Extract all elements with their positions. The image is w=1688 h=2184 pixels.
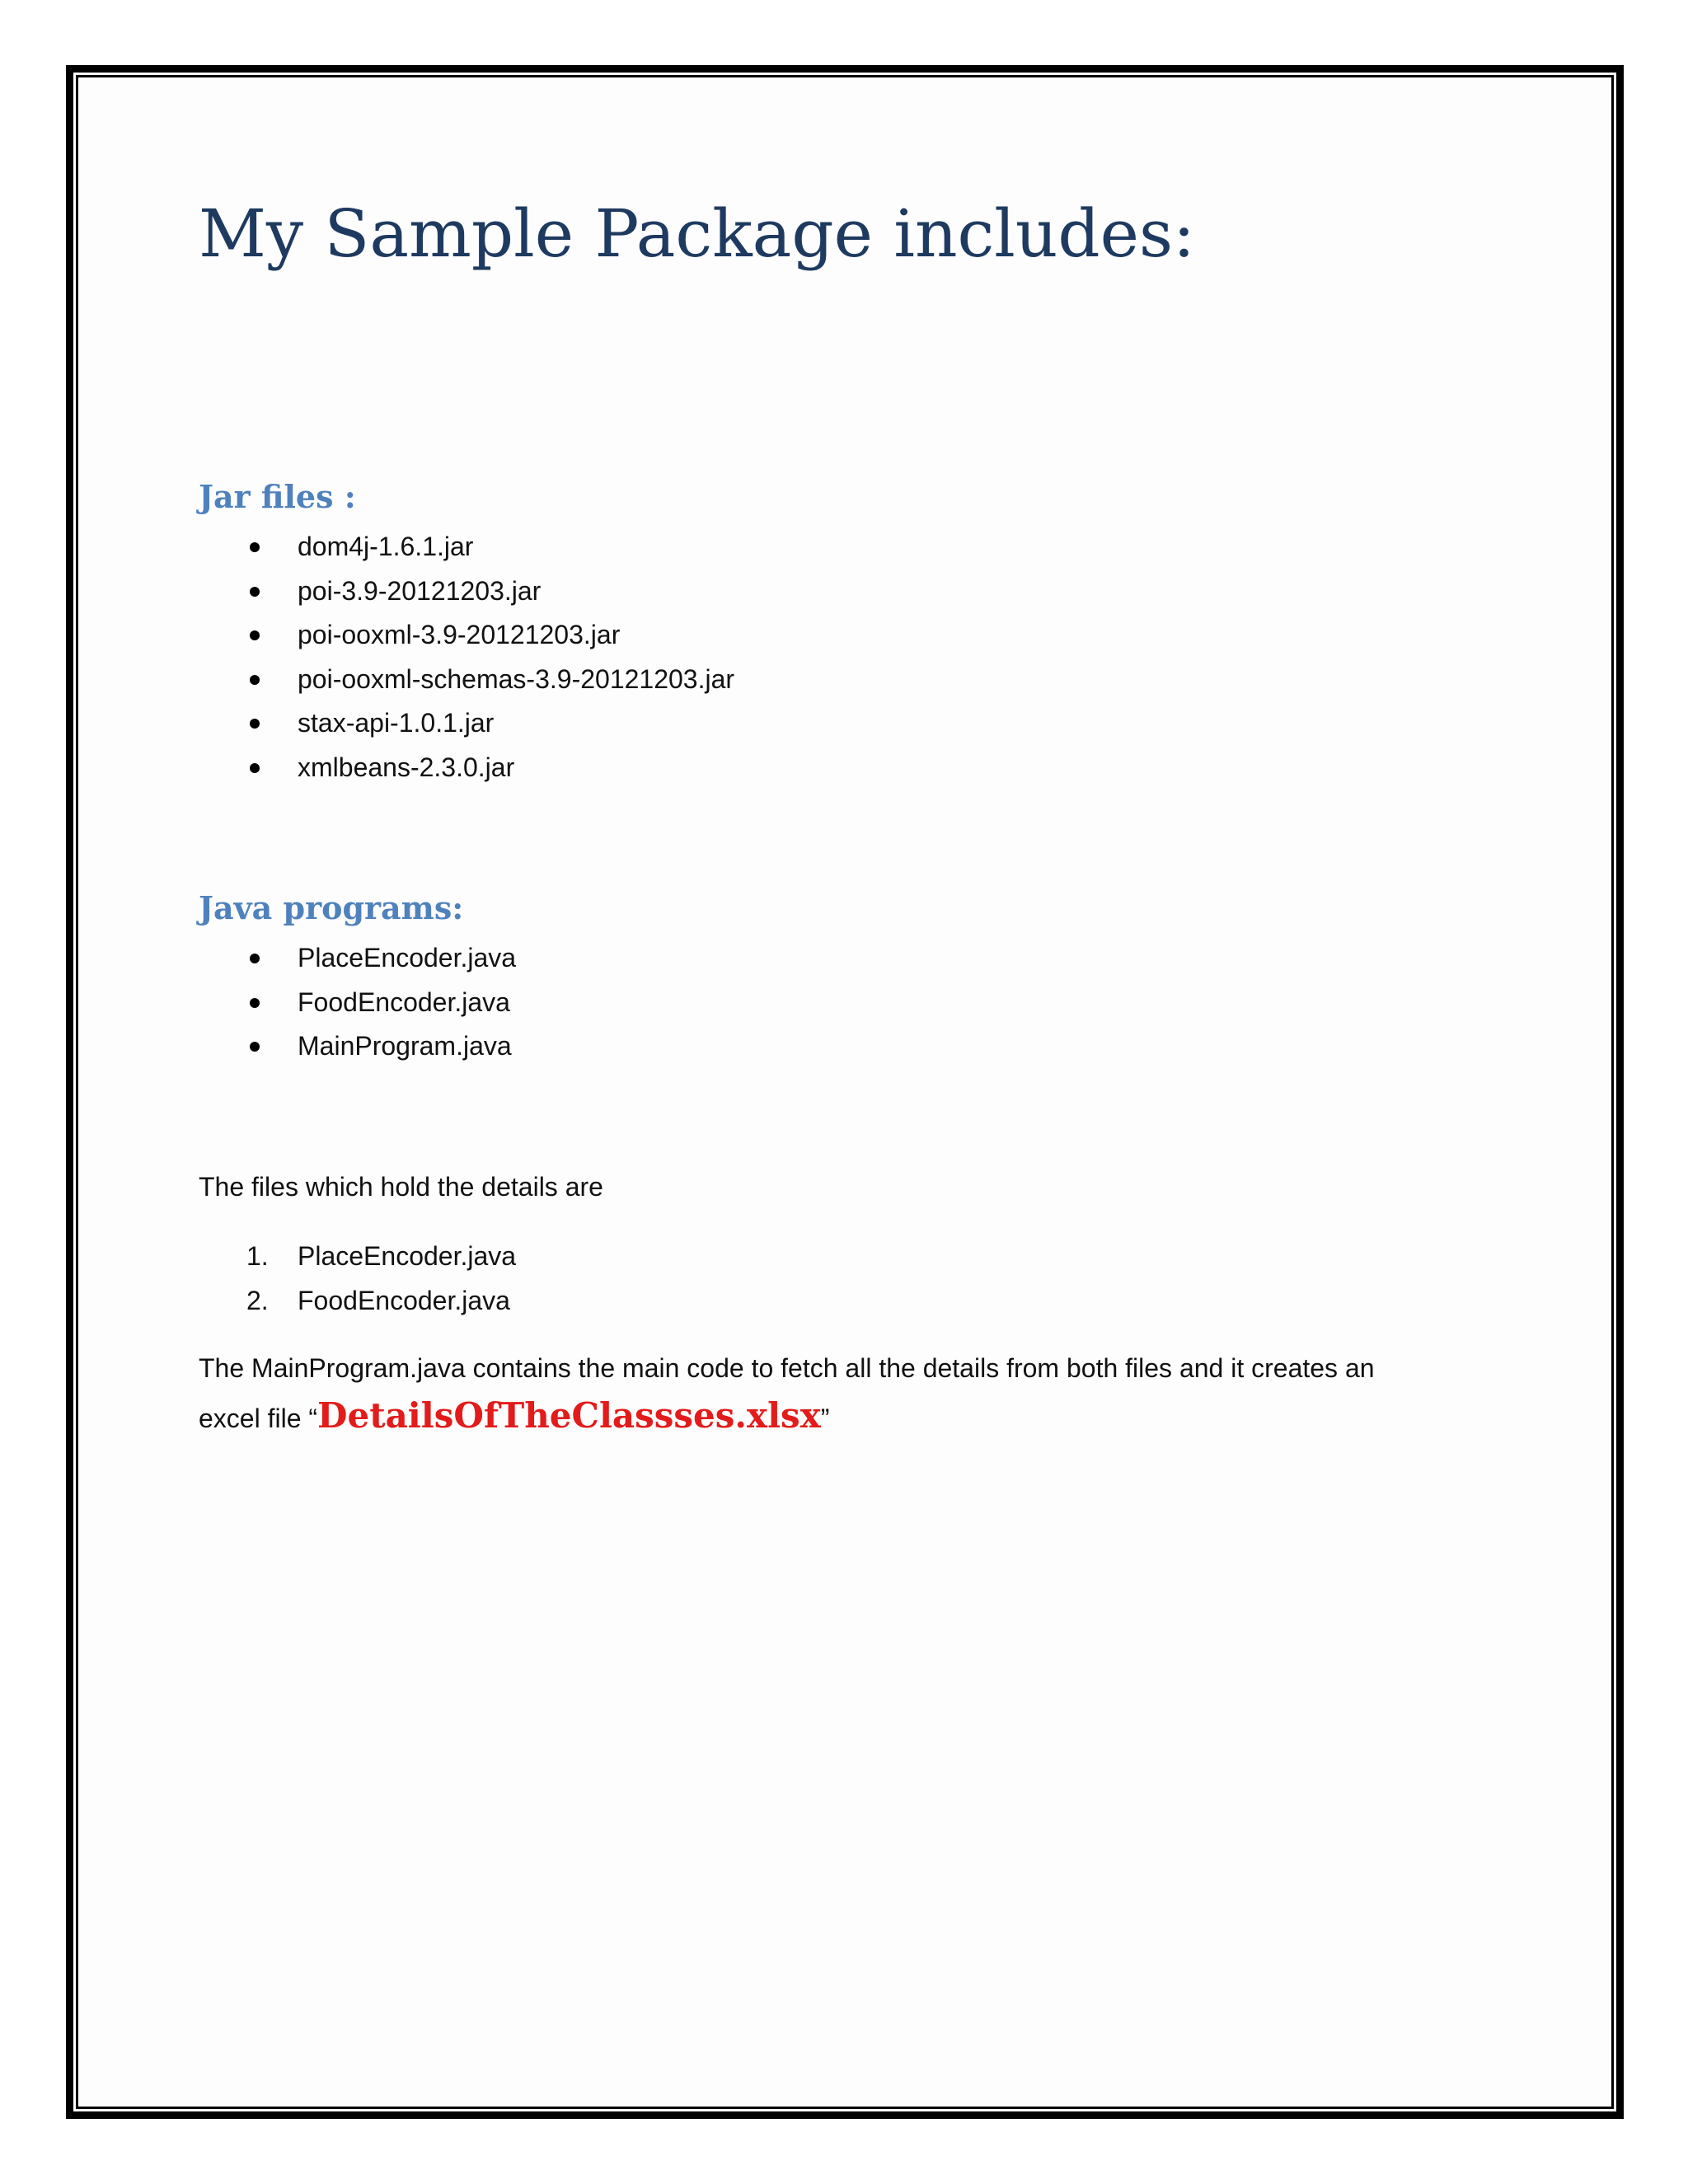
bullet-icon [250,630,260,640]
list-item-label: MainProgram.java [298,1031,512,1061]
details-intro: The files which hold the details are [199,1172,603,1202]
bullet-icon [250,763,260,773]
close-quote: ” [820,1404,830,1433]
list-item-label: poi-ooxml-schemas-3.9-20121203.jar [298,663,735,694]
bullet-icon [250,587,260,597]
description-prefix: excel file [199,1404,309,1433]
page-title: My Sample Package includes: [199,195,1195,272]
list-item-label: dom4j-1.6.1.jar [298,532,474,561]
list-item-label: FoodEncoder.java [298,1285,510,1315]
bullet-icon [250,675,260,685]
list-item-label: xmlbeans-2.3.0.jar [298,752,515,782]
page-border-inner [76,75,1614,2109]
jar-files-heading: Jar files : [199,478,356,515]
java-programs-heading: Java programs: [199,889,464,926]
list-item-label: FoodEncoder.java [298,987,510,1017]
list-item-label: poi-3.9-20121203.jar [298,575,542,606]
list-item-label: PlaceEncoder.java [298,943,517,972]
description-line-1: The MainProgram.java contains the main code to fetch all the details from both files and it creates an [199,1353,1375,1383]
list-number: 1. [246,1241,269,1271]
bullet-icon [250,542,260,552]
description-line-2 [199,1394,829,1438]
list-item-label: stax-api-1.0.1.jar [298,708,495,738]
bullet-icon [250,1042,260,1052]
list-number: 2. [246,1285,269,1315]
list-item-label: poi-ooxml-3.9-20121203.jar [298,620,621,649]
highlight-filename: DetailsOfTheClassses.xlsx [317,1395,821,1436]
bullet-icon [250,954,260,963]
bullet-icon [250,998,260,1008]
bullet-icon [250,719,260,729]
list-item-label: PlaceEncoder.java [298,1241,517,1271]
open-quote: “ [308,1404,318,1433]
